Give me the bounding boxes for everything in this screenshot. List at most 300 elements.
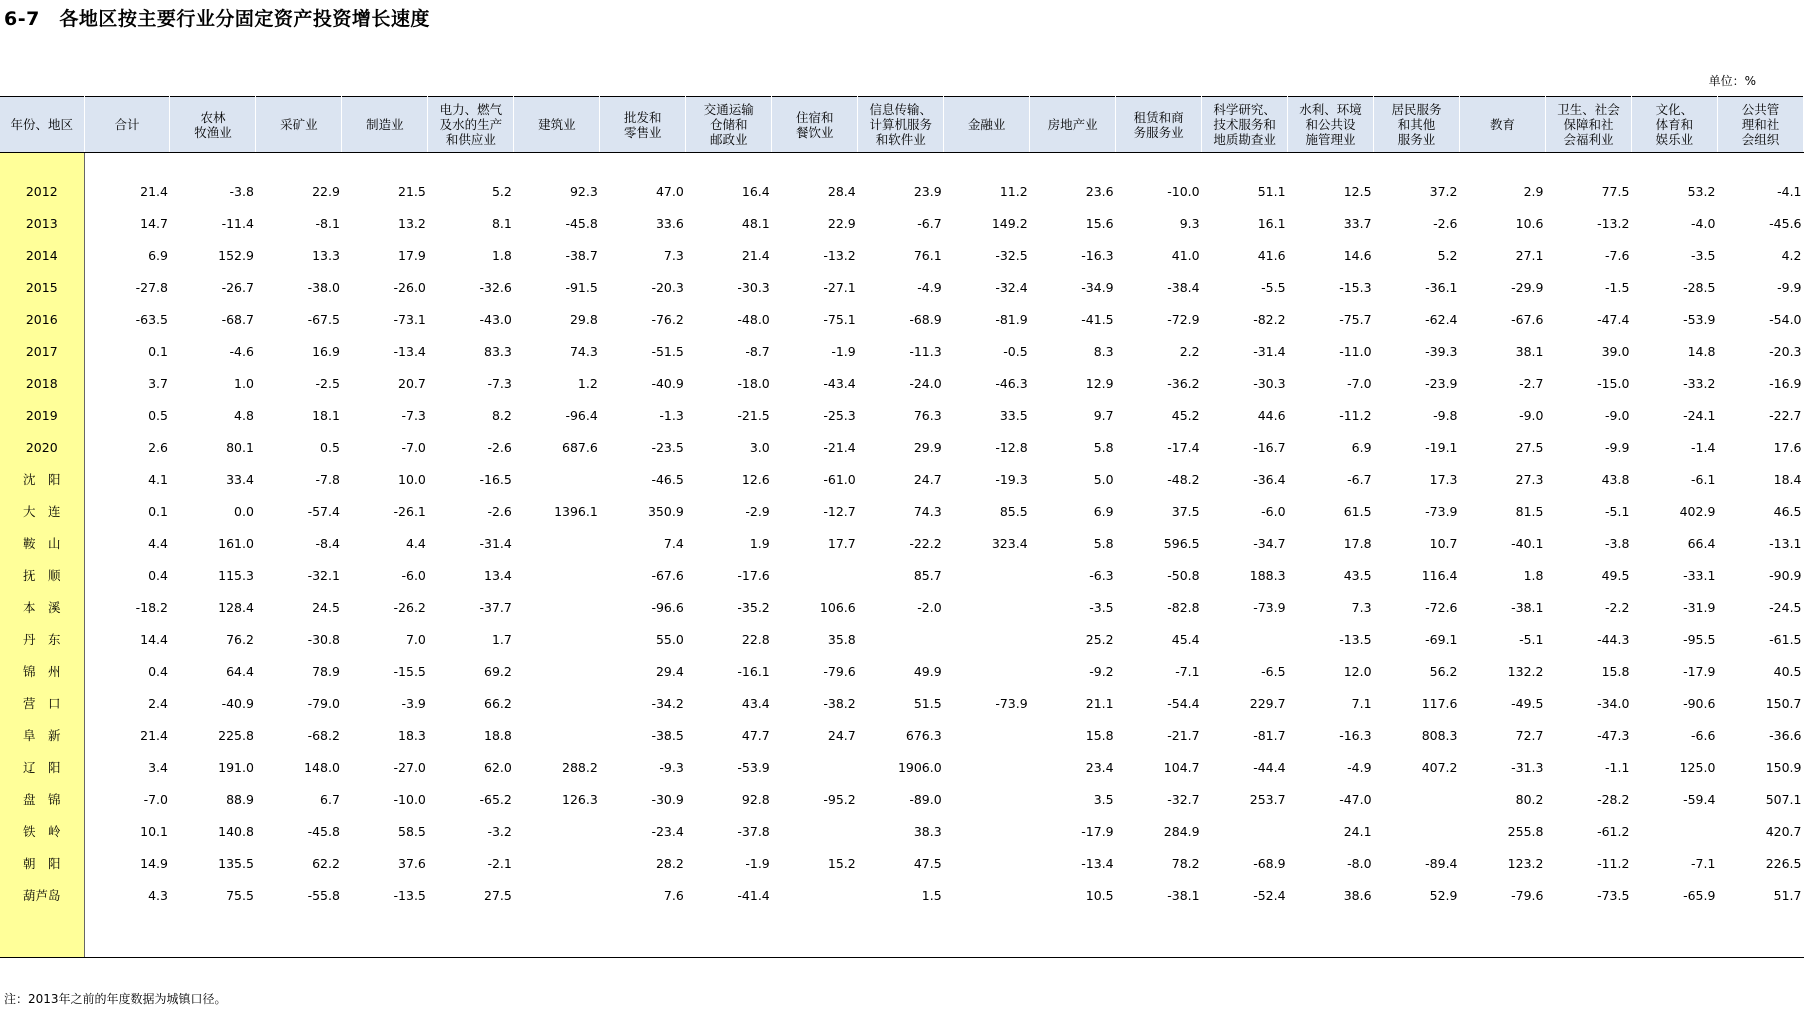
table-row [0, 367, 1804, 399]
empty-cell [944, 911, 1030, 958]
table-cell: -55.8 [307, 887, 340, 903]
empty-cell [1374, 153, 1460, 176]
table-cell: 15.2 [827, 855, 856, 871]
table-cell: -4.9 [1347, 759, 1372, 775]
bottom-row [0, 911, 1804, 958]
table-cell: -62.4 [1425, 311, 1458, 327]
table-cell: 81.5 [1515, 503, 1544, 519]
column-header: 金融业 [944, 97, 1030, 153]
column-header: 制造业 [342, 97, 428, 153]
table-cell: -75.7 [1339, 311, 1372, 327]
table-cell: 148.0 [304, 759, 340, 775]
table-cell: -9.9 [1777, 279, 1802, 295]
table-cell: 51.1 [1257, 183, 1286, 199]
empty-cell [170, 153, 256, 176]
table-cell: -31.4 [479, 535, 512, 551]
table-cell: -15.5 [393, 663, 426, 679]
table-cell: -34.2 [651, 695, 684, 711]
table-cell: -44.4 [1253, 759, 1286, 775]
table-cell [944, 783, 1030, 815]
empty-cell [858, 911, 944, 958]
table-cell: 253.7 [1249, 791, 1286, 807]
table-cell: -17.9 [1683, 663, 1716, 679]
table-cell: -46.5 [651, 471, 684, 487]
table-cell: 149.2 [991, 215, 1028, 231]
table-cell: 420.7 [1765, 823, 1802, 839]
table-cell: -35.2 [737, 599, 770, 615]
table-cell: -9.0 [1605, 407, 1630, 423]
table-cell [944, 655, 1030, 687]
row-label: 2018 [0, 367, 84, 399]
row-label: 2014 [0, 239, 84, 271]
table-cell: 62.0 [484, 759, 512, 775]
table-cell: -32.7 [1167, 791, 1200, 807]
table-cell: -8.7 [745, 343, 770, 359]
table-cell: -44.3 [1597, 631, 1630, 647]
table-cell: 52.9 [1429, 887, 1458, 903]
table-cell: 27.5 [1515, 439, 1544, 455]
table-cell: 75.5 [226, 887, 254, 903]
table-cell: -81.9 [995, 311, 1028, 327]
table-cell: 45.2 [1171, 407, 1200, 423]
table-cell: -54.0 [1769, 311, 1802, 327]
table-cell: -13.4 [1081, 855, 1114, 871]
row-label: 大 连 [0, 495, 84, 527]
table-cell: -9.8 [1433, 407, 1458, 423]
table-cell: 150.9 [1765, 759, 1802, 775]
table-cell: 1.8 [1523, 567, 1544, 583]
table-cell: -23.5 [651, 439, 684, 455]
table-cell: -41.5 [1081, 311, 1114, 327]
table-cell: 7.0 [405, 631, 426, 647]
table-cell: -38.1 [1511, 599, 1544, 615]
table-cell: 76.2 [226, 631, 254, 647]
table-cell: -67.6 [651, 567, 684, 583]
table-cell: -37.7 [479, 599, 512, 615]
table-cell: 152.9 [218, 247, 254, 263]
table-cell: 9.7 [1093, 407, 1114, 423]
table-cell: 5.8 [1093, 439, 1114, 455]
table-cell: 14.8 [1687, 343, 1716, 359]
table-cell: 5.2 [491, 183, 512, 199]
table-cell: 14.7 [140, 215, 168, 231]
table-cell [1202, 623, 1288, 655]
table-cell: 10.5 [1085, 887, 1114, 903]
table-cell: 23.4 [1085, 759, 1114, 775]
table-cell: 24.7 [827, 727, 856, 743]
table-cell: 39.0 [1601, 343, 1630, 359]
table-cell [772, 751, 858, 783]
empty-cell [1288, 911, 1374, 958]
table-row [0, 591, 1804, 623]
column-header: 交通运输 仓储和 邮政业 [686, 97, 772, 153]
table-cell: 125.0 [1679, 759, 1716, 775]
table-cell: 106.6 [819, 599, 856, 615]
table-cell: -4.0 [1691, 215, 1716, 231]
table-cell: -2.7 [1519, 375, 1544, 391]
table-cell: -53.9 [737, 759, 770, 775]
table-cell: -45.8 [565, 215, 598, 231]
table-cell: 33.6 [655, 215, 684, 231]
table-cell: 14.6 [1343, 247, 1372, 263]
table-cell: 43.8 [1601, 471, 1630, 487]
table-cell: 38.3 [913, 823, 942, 839]
table-cell: 92.8 [741, 791, 770, 807]
table-cell: -0.5 [1003, 343, 1028, 359]
table-cell: 226.5 [1765, 855, 1802, 871]
table-cell [858, 623, 944, 655]
column-header: 文化、 体育和 娱乐业 [1631, 97, 1717, 153]
table-cell: 53.2 [1687, 183, 1716, 199]
table-cell: 288.2 [562, 759, 598, 775]
table-cell: 3.0 [749, 439, 770, 455]
table-row [0, 879, 1804, 911]
table-cell: -6.6 [1691, 727, 1716, 743]
table-row [0, 335, 1804, 367]
table-cell: 38.6 [1343, 887, 1372, 903]
table-cell: 12.6 [741, 471, 770, 487]
table-cell: -3.5 [1691, 247, 1716, 263]
table-cell: 10.0 [398, 471, 426, 487]
table-cell: 46.5 [1773, 503, 1802, 519]
table-cell [514, 463, 600, 495]
table-cell: 5.0 [1093, 471, 1114, 487]
table-cell: -21.5 [737, 407, 770, 423]
table-cell: 507.1 [1765, 791, 1802, 807]
column-header: 农林 牧渔业 [170, 97, 256, 153]
table-cell: 8.3 [1093, 343, 1114, 359]
empty-cell [428, 911, 514, 958]
table-cell: -89.0 [909, 791, 942, 807]
table-cell: 2.6 [148, 439, 168, 455]
table-cell: -95.2 [823, 791, 856, 807]
table-cell: 48.1 [741, 215, 770, 231]
table-cell: 21.4 [140, 727, 168, 743]
table-cell: 66.2 [484, 695, 512, 711]
row-label: 2020 [0, 431, 84, 463]
page-title: 6-7 各地区按主要行业分固定资产投资增长速度 [4, 8, 430, 30]
table-cell: 78.9 [312, 663, 340, 679]
table-cell [514, 847, 600, 879]
empty-cell [1288, 153, 1374, 176]
table-cell: 7.4 [663, 535, 684, 551]
table-cell: 64.4 [226, 663, 254, 679]
table-cell: 20.7 [398, 375, 426, 391]
table-cell [944, 815, 1030, 847]
table-cell: 188.3 [1249, 567, 1286, 583]
table-cell: -21.4 [823, 439, 856, 455]
empty-cell [1374, 911, 1460, 958]
table-cell: -36.2 [1167, 375, 1200, 391]
table-cell: -50.8 [1167, 567, 1200, 583]
table-cell: -22.2 [909, 535, 942, 551]
table-cell: 15.6 [1085, 215, 1114, 231]
table-cell: 92.3 [569, 183, 598, 199]
empty-cell [84, 911, 170, 958]
table-cell: -68.7 [221, 311, 254, 327]
table-cell: 115.3 [218, 567, 254, 583]
table-cell: -67.5 [307, 311, 340, 327]
table-cell: 45.4 [1171, 631, 1200, 647]
table-cell: 10.7 [1429, 535, 1458, 551]
table-cell: -38.4 [1167, 279, 1200, 295]
header-row [0, 97, 1804, 153]
table-row [0, 815, 1804, 847]
table-cell: -16.5 [479, 471, 512, 487]
table-cell: -18.2 [135, 599, 168, 615]
table-cell [1374, 815, 1460, 847]
table-cell: -69.1 [1425, 631, 1458, 647]
table-cell [944, 559, 1030, 591]
empty-cell [428, 153, 514, 176]
table-cell: -34.7 [1253, 535, 1286, 551]
table-cell: 33.4 [226, 471, 254, 487]
table-cell [944, 591, 1030, 623]
table-cell: -47.0 [1339, 791, 1372, 807]
table-cell: 76.3 [913, 407, 942, 423]
table-cell: -40.9 [651, 375, 684, 391]
table-cell: 3.5 [1093, 791, 1114, 807]
column-header: 租赁和商 务服务业 [1116, 97, 1202, 153]
table-cell: 21.1 [1085, 695, 1114, 711]
table-cell [944, 751, 1030, 783]
empty-cell [1631, 153, 1717, 176]
table-cell: 72.7 [1515, 727, 1544, 743]
table-cell: -90.6 [1683, 695, 1716, 711]
table-cell: -19.1 [1425, 439, 1458, 455]
table-cell: 37.2 [1429, 183, 1458, 199]
table-cell: 41.0 [1171, 247, 1200, 263]
column-header: 信息传输、 计算机服务 和软件业 [858, 97, 944, 153]
table-cell: 6.7 [320, 791, 340, 807]
empty-cell [1202, 911, 1288, 958]
empty-cell [256, 911, 342, 958]
table-cell: 0.1 [148, 343, 168, 359]
table-cell: 126.3 [562, 791, 598, 807]
table-cell: -9.9 [1605, 439, 1630, 455]
table-cell: -8.0 [1347, 855, 1372, 871]
table-cell: -82.8 [1167, 599, 1200, 615]
table-cell: -47.3 [1597, 727, 1630, 743]
table-cell: 15.8 [1601, 663, 1630, 679]
table-cell: 21.5 [398, 183, 426, 199]
table-cell: -40.1 [1511, 535, 1544, 551]
empty-cell [1202, 153, 1288, 176]
table-cell: -57.4 [307, 503, 340, 519]
table-cell: 69.2 [484, 663, 512, 679]
table-cell: 11.2 [999, 183, 1028, 199]
table-cell: 1.2 [577, 375, 598, 391]
table-cell: -7.1 [1175, 663, 1200, 679]
table-cell: -65.9 [1683, 887, 1716, 903]
table-cell: 29.4 [655, 663, 684, 679]
table-cell: 23.6 [1085, 183, 1114, 199]
table-cell: -36.6 [1769, 727, 1802, 743]
table-cell: 3.4 [148, 759, 168, 775]
table-cell: 23.9 [913, 183, 942, 199]
table-cell: 17.8 [1343, 535, 1372, 551]
table-cell: -30.3 [737, 279, 770, 295]
table-cell: 27.1 [1515, 247, 1544, 263]
table-cell: -29.9 [1511, 279, 1544, 295]
empty-cell [84, 153, 170, 176]
footnote: 注：2013年之前的年度数据为城镇口径。 [4, 992, 227, 1006]
table-cell: -96.4 [565, 407, 598, 423]
header-year-region: 年份、地区 [0, 97, 84, 153]
table-cell: -16.3 [1081, 247, 1114, 263]
table-cell: 74.3 [569, 343, 598, 359]
table-cell: 596.5 [1163, 535, 1200, 551]
table-cell: 21.4 [140, 183, 168, 199]
table-cell: 51.5 [913, 695, 942, 711]
table-cell [514, 719, 600, 751]
table-row [0, 687, 1804, 719]
table-cell: 14.4 [140, 631, 168, 647]
table-cell: -30.3 [1253, 375, 1286, 391]
table-cell: 1.9 [749, 535, 770, 551]
empty-cell [686, 911, 772, 958]
empty-cell [342, 911, 428, 958]
table-cell: 28.2 [655, 855, 684, 871]
table-cell: 24.7 [913, 471, 942, 487]
empty-cell [1545, 911, 1631, 958]
row-label: 营 口 [0, 687, 84, 719]
table-cell: -3.9 [401, 695, 426, 711]
table-cell: 74.3 [913, 503, 942, 519]
table-cell: 323.4 [991, 535, 1028, 551]
table-cell: 28.4 [827, 183, 856, 199]
table-cell: 85.5 [999, 503, 1028, 519]
table-cell: 18.3 [398, 727, 426, 743]
row-label: 2019 [0, 399, 84, 431]
table-cell: -46.3 [995, 375, 1028, 391]
table-cell [514, 655, 600, 687]
table-cell: -7.0 [401, 439, 426, 455]
table-cell: 37.6 [398, 855, 426, 871]
table-cell: 76.1 [913, 247, 942, 263]
table-cell: 123.2 [1507, 855, 1544, 871]
table-cell: -6.0 [1261, 503, 1286, 519]
table-cell: -3.8 [229, 183, 254, 199]
empty-cell [772, 911, 858, 958]
table-cell: 16.4 [741, 183, 770, 199]
table-row [0, 271, 1804, 303]
table-cell: -13.2 [1597, 215, 1630, 231]
table-cell: -1.9 [745, 855, 770, 871]
table-cell: 0.4 [148, 663, 168, 679]
table-row [0, 527, 1804, 559]
table-cell [514, 815, 600, 847]
table-cell: -8.1 [315, 215, 340, 231]
table-cell: -16.3 [1339, 727, 1372, 743]
table-cell: -17.9 [1081, 823, 1114, 839]
table-cell: -4.9 [917, 279, 942, 295]
table-cell: 1396.1 [554, 503, 598, 519]
table-cell: 6.9 [1351, 439, 1372, 455]
table-cell: -7.0 [1347, 375, 1372, 391]
table-cell: -67.6 [1511, 311, 1544, 327]
table-cell: 78.2 [1171, 855, 1200, 871]
table-cell: 225.8 [218, 727, 254, 743]
table-cell: -48.2 [1167, 471, 1200, 487]
table-cell: 49.9 [913, 663, 942, 679]
column-header: 公共管 理和社 会组织 [1717, 97, 1803, 153]
table-cell: 2.4 [148, 695, 168, 711]
table-cell: -45.8 [307, 823, 340, 839]
table-cell: -68.9 [1253, 855, 1286, 871]
row-label: 阜 新 [0, 719, 84, 751]
table-cell: -73.1 [393, 311, 426, 327]
table-cell: -73.9 [1425, 503, 1458, 519]
table-cell: 161.0 [218, 535, 254, 551]
table-cell: 56.2 [1429, 663, 1458, 679]
column-header: 居民服务 和其他 服务业 [1374, 97, 1460, 153]
row-label: 抚 顺 [0, 559, 84, 591]
table-cell: 33.7 [1343, 215, 1372, 231]
table-cell: -7.6 [1605, 247, 1630, 263]
table-cell: 4.2 [1781, 247, 1802, 263]
table-cell: -32.5 [995, 247, 1028, 263]
column-header: 教育 [1460, 97, 1546, 153]
empty-cell [0, 153, 84, 176]
table-cell: 4.4 [148, 535, 168, 551]
table-cell: -4.1 [1777, 183, 1802, 199]
table-cell: 33.5 [999, 407, 1028, 423]
table-cell: 47.0 [655, 183, 684, 199]
table-row [0, 463, 1804, 495]
empty-cell [0, 911, 84, 958]
table-cell: 38.1 [1515, 343, 1544, 359]
table-cell: -26.7 [221, 279, 254, 295]
table-cell: 1.5 [921, 887, 942, 903]
table-cell: 22.8 [741, 631, 770, 647]
table-cell: -51.5 [651, 343, 684, 359]
table-cell [514, 687, 600, 719]
table-cell: 7.6 [663, 887, 684, 903]
empty-cell [514, 911, 600, 958]
empty-cell [858, 153, 944, 176]
table-cell: -7.0 [143, 791, 168, 807]
table-cell: 17.3 [1429, 471, 1458, 487]
table-cell: 132.2 [1507, 663, 1544, 679]
table-cell: 229.7 [1249, 695, 1286, 711]
table-cell: -21.7 [1167, 727, 1200, 743]
table-cell: -8.4 [315, 535, 340, 551]
table-cell: 77.5 [1601, 183, 1630, 199]
table-cell: 0.0 [234, 503, 254, 519]
table-cell: 12.0 [1343, 663, 1372, 679]
table-cell: -19.3 [995, 471, 1028, 487]
empty-cell [600, 153, 686, 176]
table-cell: 7.3 [1351, 599, 1372, 615]
empty-cell [1545, 153, 1631, 176]
table-cell: -37.8 [737, 823, 770, 839]
table-cell: 140.8 [218, 823, 254, 839]
table-cell: -28.5 [1683, 279, 1716, 295]
table-cell: 687.6 [562, 439, 598, 455]
table-cell: 1.8 [491, 247, 512, 263]
table-cell: -52.4 [1253, 887, 1286, 903]
table-cell: -10.0 [1167, 183, 1200, 199]
table-cell: -79.0 [307, 695, 340, 711]
table-cell: 44.6 [1257, 407, 1286, 423]
table-cell [1374, 783, 1460, 815]
table-cell: -12.7 [823, 503, 856, 519]
table-cell: 117.6 [1421, 695, 1458, 711]
table-cell: -43.4 [823, 375, 856, 391]
row-label: 2017 [0, 335, 84, 367]
table-cell: 61.5 [1343, 503, 1372, 519]
